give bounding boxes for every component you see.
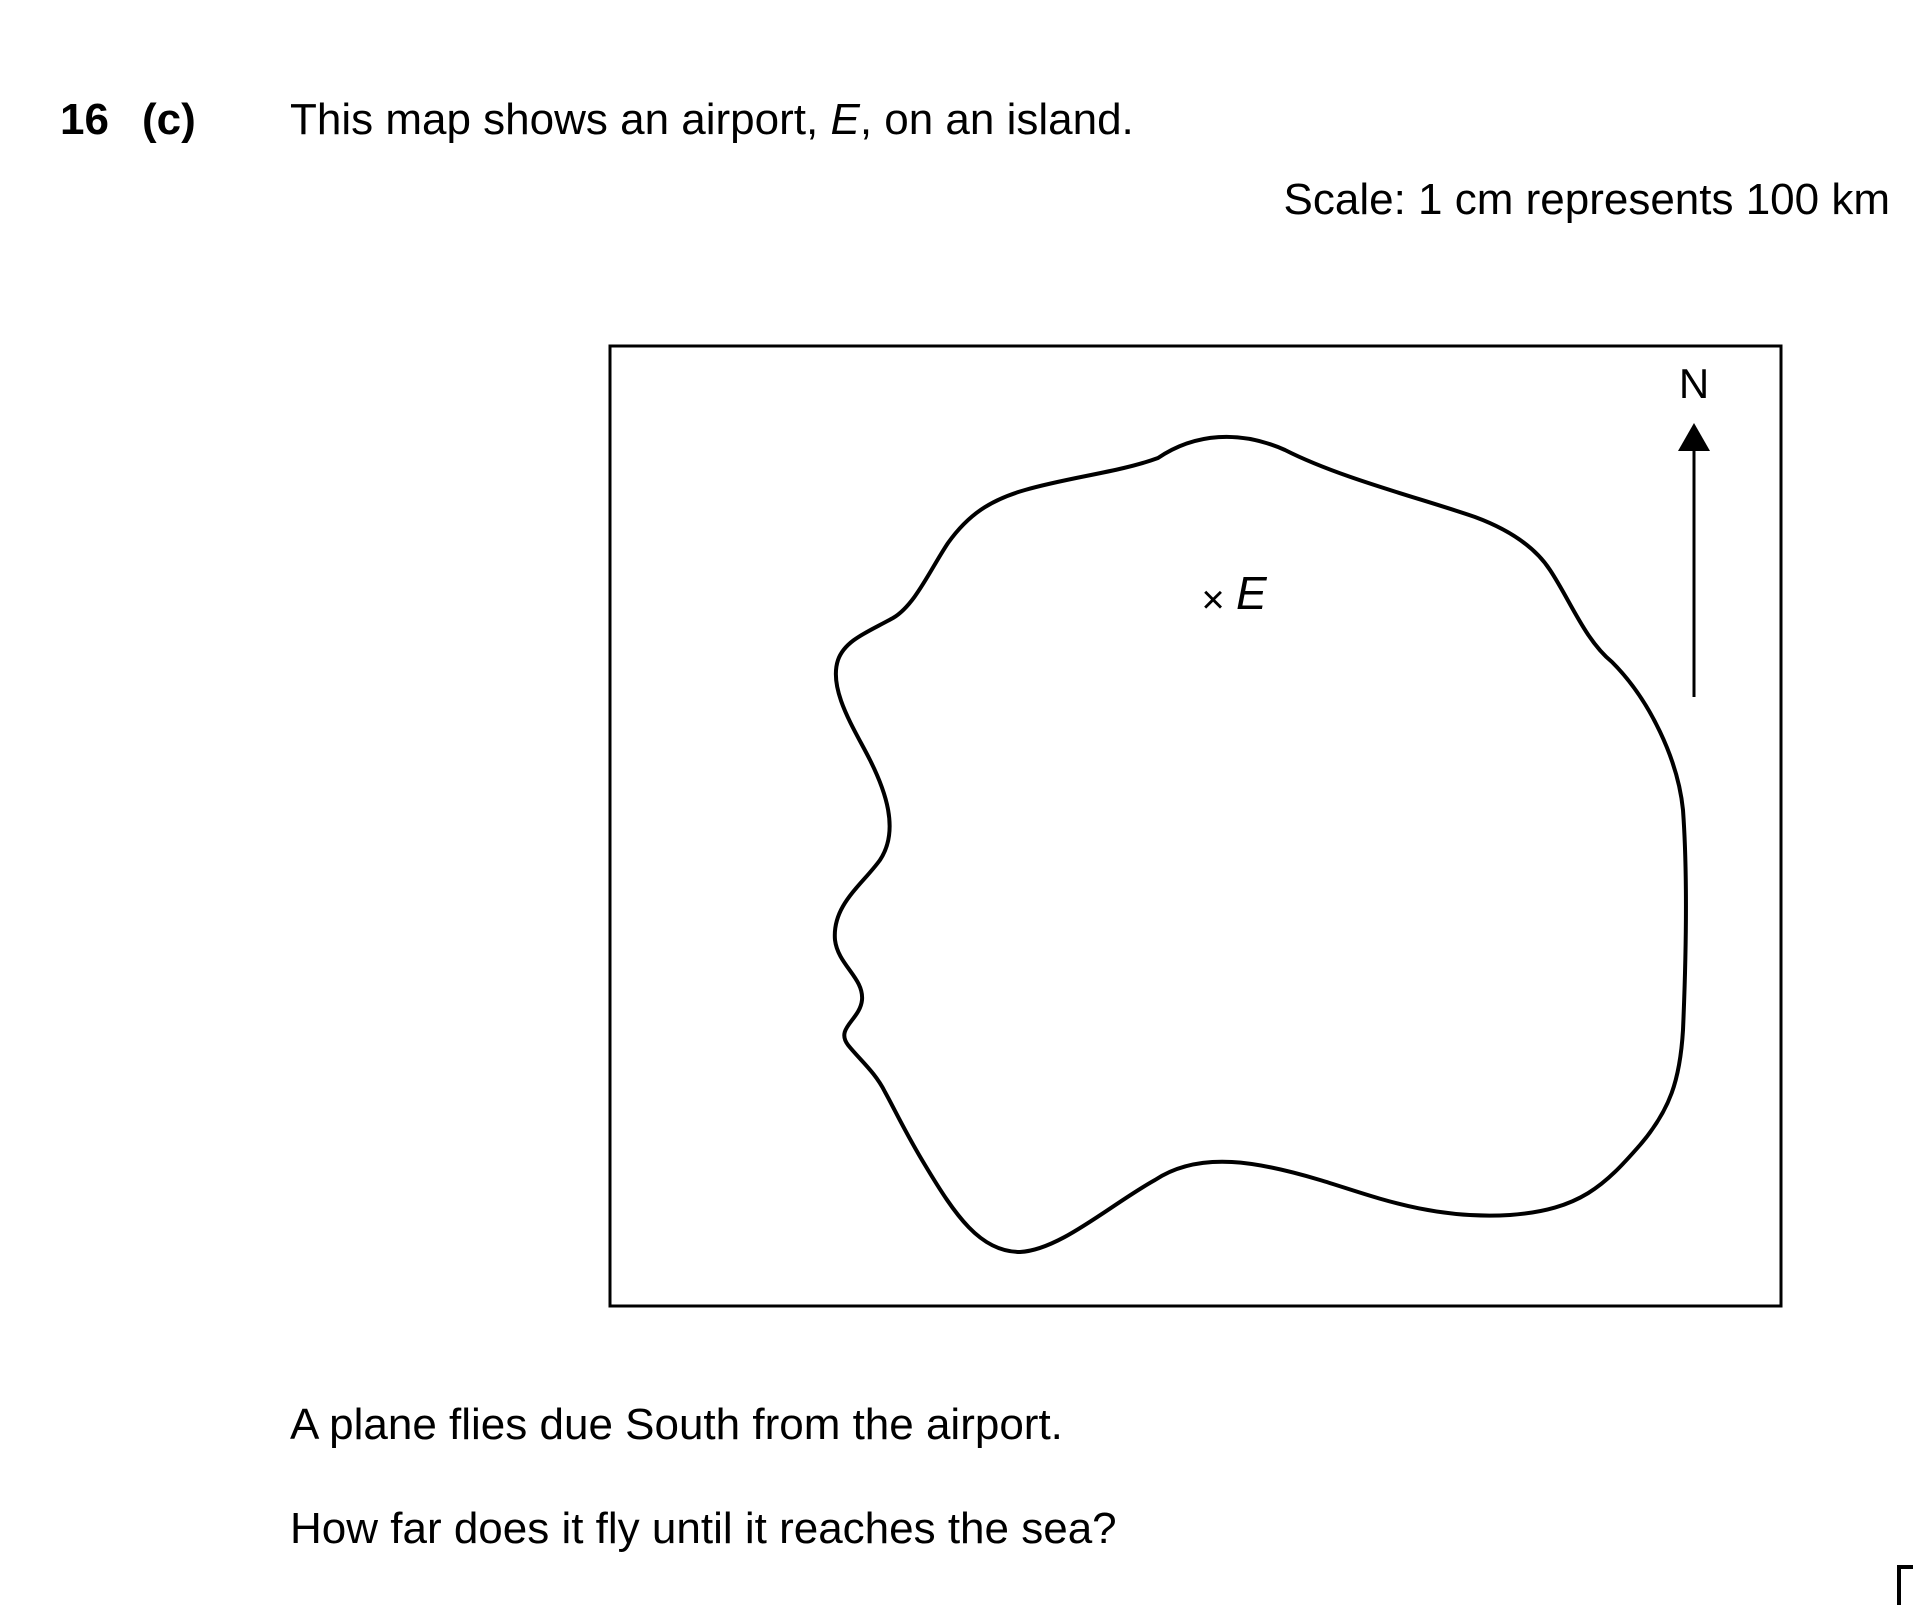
- scale-statement: Scale: 1 cm represents 100 km: [1283, 175, 1890, 224]
- stem-before: This map shows an airport,: [290, 95, 831, 144]
- airport-marker: ×: [1201, 578, 1225, 622]
- stem-after: , on an island.: [859, 95, 1134, 144]
- followup-statement: A plane flies due South from the airport.: [290, 1400, 1063, 1449]
- followup-question: How far does it fly until it reaches the sea?: [290, 1504, 1117, 1553]
- island-outline: [835, 437, 1686, 1252]
- stem-variable: E: [830, 95, 860, 144]
- north-arrow-head: [1678, 423, 1710, 451]
- question-part: (c): [142, 95, 196, 144]
- north-label: N: [1678, 360, 1710, 407]
- airport-label: E: [1236, 567, 1267, 619]
- answer-bracket-fragment: [1897, 1565, 1913, 1605]
- question-number: 16: [60, 95, 109, 144]
